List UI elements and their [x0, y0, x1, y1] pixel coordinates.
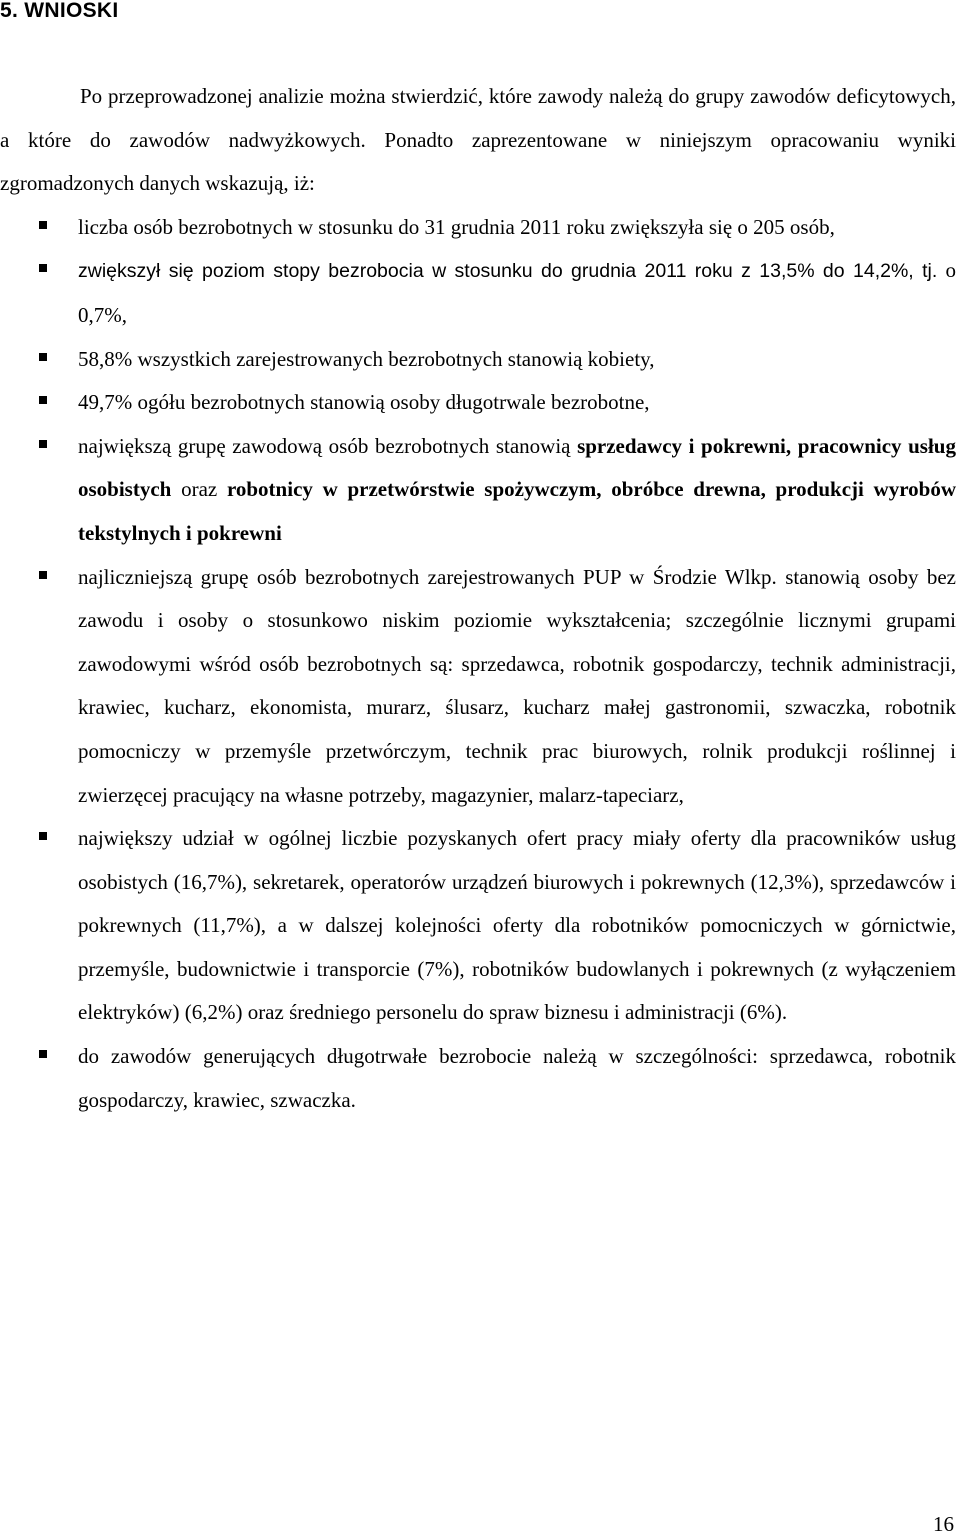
list-item-text: 58,8% wszystkich zarejestrowanych bezrobotnych stanowią kobiety, [78, 346, 655, 371]
list-item [78, 338, 956, 382]
list-item-text: zwiększył się poziom stopy bezrobocia w stosunku do grudnia 2011 roku z 13,5% do 14,2%, tj. [78, 260, 938, 283]
list-item [78, 206, 956, 250]
list-item-text: 49,7% ogółu bezrobotnych stanowią osoby długotrwale bezrobotne, [78, 390, 650, 415]
section-heading: 5. WNIOSKI [0, 0, 119, 22]
square-bullet-icon [39, 353, 47, 361]
square-bullet-icon [39, 1050, 47, 1058]
list-item [78, 556, 956, 818]
intro-paragraph: Po przeprowadzonej analizie można stwierdzić, które zawody należą do grupy zawodów deficytowych, a które do zawodów nadwyżkowych. Ponadto zaprezentowane w niniejszym opracowaniu wyniki zgromadzonych danych wskazują, iż: [0, 84, 956, 196]
list-item [78, 817, 956, 1035]
list-item-text: liczba osób bezrobotnych w stosunku do 31 grudnia 2011 roku zwiększyła się o 205 osób, [78, 214, 835, 239]
list-item-text: oraz [171, 477, 227, 502]
list-item-text: najliczniejszą grupę osób bezrobotnych zarejestrowanych PUP w Środzie Wlkp. stanowią osoby bez zawodu i osoby o stosunkowo niskim poziomie wykształcenia; szczególnie licznymi grupami zawodowymi wśród osób bezrobotnych są: sprzedawca, robotnik gospodarczy, technik administracji, krawiec, kucharz, ekonomista, murarz, ślusarz, kucharz małej gastronomii, szwaczka, robotnik pomocniczy w przemyśle przetwórczym, technik prac biurowych, rolnik produkcji roślinnej i zwierzęcej pracujący na własne potrzeby, magazynier, malarz-tapeciarz, [78, 564, 956, 807]
list-item [78, 249, 956, 337]
list-item-text: największy udział w ogólnej liczbie pozyskanych ofert pracy miały oferty dla pracowników usług osobistych (16,7%), sekretarek, operatorów urządzeń biurowych i pokrewnych (12,3%), sprzedawców i pokrewnych (11,7%), a w dalszej kolejności oferty dla robotników pomocniczych w górnictwie, przemyśle, budownictwie i transporcie (7%), robotników budowlanych i pokrewnych (z wyłączeniem elektryków) (6,2%) oraz średniego personelu do spraw biznesu i administracji (6%). [78, 826, 956, 1025]
square-bullet-icon [39, 571, 47, 579]
page-number: 16 [933, 1512, 954, 1536]
square-bullet-icon [39, 832, 47, 840]
list-item-text: największą grupę zawodową osób bezrobotnych stanowią [78, 433, 578, 458]
list-item [78, 1035, 956, 1122]
document-body [0, 75, 957, 1122]
square-bullet-icon [39, 221, 47, 229]
list-item [78, 381, 956, 425]
list-item [78, 425, 956, 556]
conclusions-list [78, 206, 956, 1122]
square-bullet-icon [39, 396, 47, 404]
list-item-text: o 0,7%, [78, 258, 956, 327]
highlighted-occupation-group: sprzedawcy i pokrewni, pracownicy usług osobistych [78, 433, 956, 502]
highlighted-occupation-group: robotnicy w przetwórstwie spożywczym, obróbce drewna, produkcji wyrobów tekstylnych i pokrewni [78, 477, 957, 545]
square-bullet-icon [39, 440, 47, 448]
list-item-text: do zawodów generujących długotrwałe bezrobocie należą w szczególności: sprzedawca, robotnik gospodarczy, krawiec, szwaczka. [78, 1044, 956, 1112]
square-bullet-icon [39, 264, 47, 272]
